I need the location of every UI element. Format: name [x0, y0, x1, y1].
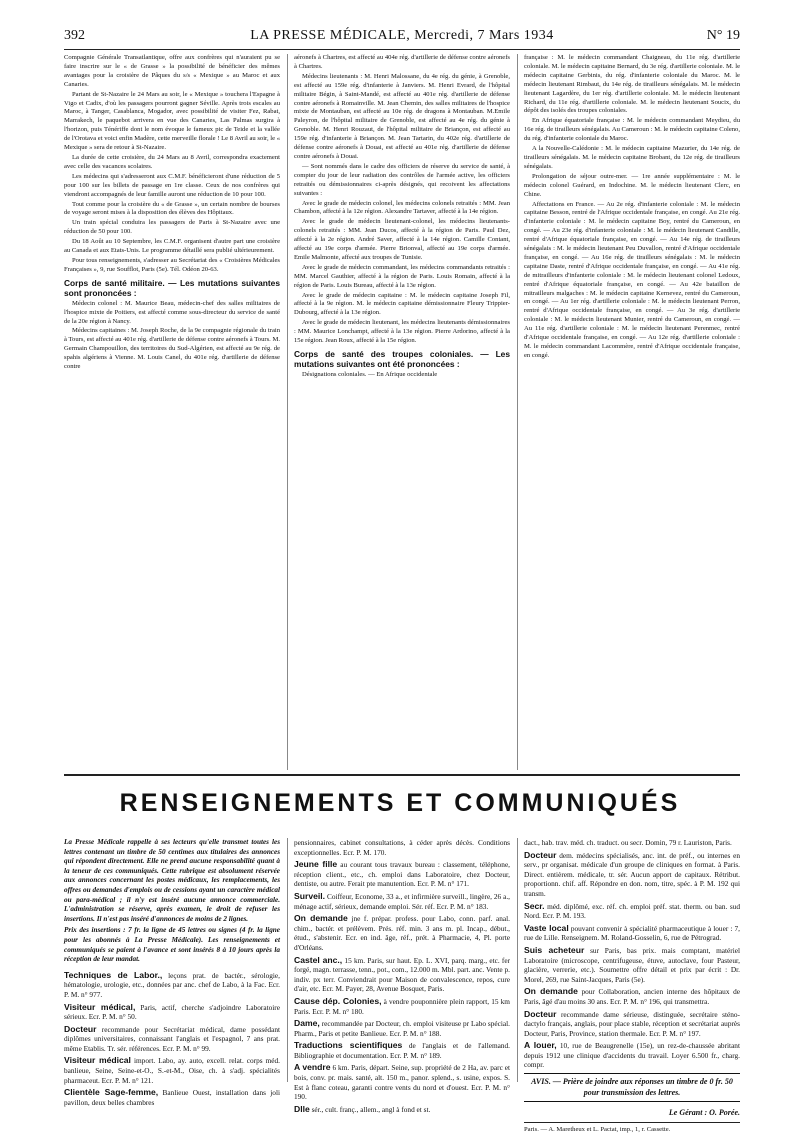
column-divider — [517, 838, 518, 1082]
column-divider — [287, 838, 288, 1082]
ads-intro: La Presse Médicale rappelle à ses lecteurs qu'elle transmet toutes les lettres contenant un timbre de 50 centimes aux titulaires des annonces qui répondent directement. Elle ne prend aucune responsabilité quant à la teneur de ces communiqués. Cette rubrique est absolument réservée aux annonces concernant les postes médicaux, les remplacements, les offres ou demandes d'emplois ou de cessions ayant un caractère médical ou para-médical ; il n'y est inséré aucune annonce commerciale. L'administration se réserve, après examen, le droit de refuser les insertions. Il n'est pas inséré d'annonces de moins de 2 lignes. — [64, 838, 280, 923]
news-column-1 — [64, 54, 280, 770]
ads-column-3 — [524, 838, 741, 1133]
classified-ad — [294, 914, 510, 952]
classified-ad — [294, 892, 510, 911]
news-column-2 — [294, 54, 510, 770]
paragraph: Avec le grade de médecin commandant, les médecins commandants retraités : MM. Marcel Gauthier, affecté à la région de Paris. Louis Romain, affecté à la région de Paris. Louis Bureau, affecté à la 13e région. — [294, 263, 510, 289]
gerant-line: Le Gérant : O. Porée. — [668, 1108, 740, 1118]
paragraph: Avec le grade de médecin lieutenant-colonel, les médecins lieutenants-colonels retraités : MM. Jean Ducos, affecté à la région de Paris. Paul Dez, affecté à la 2e région. André Saver, affecté à la 14e région. Camille Contant, affecté au 19e corps d'armée. Pierre Brionval, affecté au 19e corps d'armée. Emile Malmonte, affecté aux troupes de Tunisie. — [294, 218, 510, 261]
classified-ad — [524, 838, 740, 848]
classified-ad — [524, 946, 740, 984]
ad-text: pour Collaboration, ancien interne des hôpitaux de Paris, âgé d'au moins 30 ans. Ecr. P. M. n° 196, qui transmettra. — [524, 987, 740, 1006]
ad-keyword: Suis acheteur — [524, 944, 585, 955]
paragraph: Médecin colonel : M. Maurice Beau, médecin-chef des salles militaires de l'hospice mixte de Poitiers, est affecté comme sous-directeur du service de santé de la 20e région à Nancy. — [64, 299, 280, 325]
ad-text: de l'anglais et de l'allemand. Bibliographie et documentation. Ecr. P. M. n° 189. — [294, 1041, 510, 1060]
classified-ad — [524, 851, 740, 899]
ad-text: recommande dame sérieuse, distinguée, secrétaire sténo-dactylo français, anglais, pour place stable, réception et secrétariat auprès Docteur, Paris, Province, station thermale. Ecr. P. M. n° 197. — [524, 1009, 740, 1038]
paragraph: Avec le grade de médecin lieutenant, les médecins lieutenants démissionnaires : MM. Maurice Lonchampt, affecté à la 13e région. Pierre Ardorino, affecté à la 15e région. Jean Roux, affecté à la 15e région. — [294, 319, 510, 345]
paragraph: Désignations coloniales. — En Afrique occidentale — [302, 371, 438, 378]
paragraph: Compagnie Générale Transatlantique, offre aux confrères qui n'auraient pu se faire inscrire sur le « de Grasse » la possibilité de bénéficier des mêmes avantages pour la croisière de Pâques du s/s « Mexique » au Maroc et aux Canaries. — [64, 54, 280, 88]
section-banner: RENSEIGNEMENTS ET COMMUNIQUÉS — [119, 789, 681, 817]
ad-text: Paris, actif, cherche s'adjoindre Laboratoire sérieux. Ecr. P. M. n° 50. — [64, 1002, 280, 1022]
paragraph: Médecins lieutenants : M. Henri Malossane, du 4e rég. du génie, à Grenoble, est affecté au 159e rég. d'infanterie à Janviers. M. Henri Evrard, de l'hôpital militaire Bégin, à Saint-Mandé, est affecté au 401e rég. d'artillerie de défense contre aéronefs à Romainville. M. Jean Chemin, des salles militaires de l'hospice mixte de Montauban, est affecté au 10e rég. de dragons à Montauban. M.Emile Paleyron, de l'hôpital militaire de Grenoble, est affecté au 4e rég. du génie à Grenoble. M. Henri Rouzaut, de l'hôpital militaire de Briançon, est affecté au 159e rég. d'infanterie à Briançon. M. Jean Tartarin, du 402e rég. d'artillerie de défense contre aéronefs à Douai, est affecté au 401e rég. d'artillerie de défense contre aéronefs à Douai. — [294, 72, 510, 160]
ad-keyword: Surveil. — [294, 890, 326, 901]
paragraph: A la Nouvelle-Calédonie : M. le médecin capitaine Mazurier, du 14e rég. de tirailleurs sénégalais. M. le médecin capitaine Brobant, du 12e rég. de tirailleurs sénégalais. — [524, 145, 740, 170]
ad-keyword: A vendre — [294, 1062, 331, 1073]
ad-keyword: Castel anc., — [294, 954, 343, 965]
classified-ad — [524, 902, 740, 921]
paragraph: En Afrique équatoriale française : M. le médecin commandant Meydieu, du 16e rég. de tirailleurs sénégalais. Au Cameroun : M. le médecin capitaine Coleno, du rég. d'infanterie coloniale du Maroc. — [524, 117, 740, 143]
classified-ad — [294, 838, 510, 857]
ad-keyword: Docteur — [64, 1023, 97, 1034]
ad-keyword: Visiteur médical — [64, 1055, 131, 1066]
ad-text: jne f. prépar. profess. pour Labo, conn. parf. anal. chim., bactér. et prélèvem. Prés. réf. min. 3 ans m. pl. Incap., début., étud., s'abstenir. Ecr. en ind. âge, réf., prét. à Pharmacie, 4, Pl. porte d'Orléans. — [294, 914, 510, 952]
paragraph: Partant de St-Nazaire le 24 Mars au soir, le « Mexique » touchera l'Espagne à Vigo et Cadix, d'où les passagers pourront gagner Séville. Après trois escales au Maroc, à Tanger, Casablanca, Mogador, avec possibilité de visiter Fez, Rabat, Marrakech, le paquebot arrivera en vue des Canaries, Las Palmas surgira à l'horizon, puis Ténériffe dont le nom évoque le fameux pic de Teide et la vallée de l'Orotava et voici enfin Madère, cette merveille florale ! Le 8 Avril au soir, le « Mexique » sera de retour à St-Nazaire. — [64, 90, 280, 152]
paragraph: La durée de cette croisière, du 24 Mars au 8 Avril, correspondra exactement avec celle des vacances scolaires. — [64, 153, 280, 170]
ads-list-1 — [64, 971, 280, 1108]
classified-ad — [64, 971, 280, 1000]
ad-text: recommandée par Docteur, ch. emploi visiteuse pr Labo spécial. Pharm., Paris et petite Banlieue. Ecr. P. M. n° 188. — [294, 1019, 510, 1038]
ad-keyword: Techniques de Labor., — [64, 969, 163, 980]
paragraph: Tout comme pour la croisière du « de Grasse », un certain nombre de bourses de voyage seront mises à la disposition des élèves des Hôpitaux. — [64, 200, 280, 217]
ad-text: dem. médecins spécialisés, anc. int. de préf., ou internes en serv., pr organisat. médicale d'un groupe de cliniques en format. à Paris. Direct. entièrem. médicale, tr. sér. Aucun apport de capitaux. Rétribut. proportionn. chif. aff. Répondre en don. nom, titre, spéc. à P. M. 192 qui transm. — [524, 850, 740, 898]
classified-ad — [294, 1019, 510, 1038]
paragraph: Médecins capitaines : M. Joseph Roche, de la 9e compagnie régionale du train à Tours, est affecté au 401e rég. d'artillerie de défense contre aéronefs à Tours. M. Germain Champouillon, des territoires du Sud-Algérien, est affecté au 9e rég. de spahis algériens à Vienne. M. Louis Canel, du 401e rég. d'artillerie de défense contre — [64, 327, 280, 371]
ad-text: sur Paris, bas prix. mais comptant, matériel Laboratoire (microscope, centrifugeuse, étuve, autoclave, four Pasteur, glacière, verrerie, etc.). Soumettre offre détail et prix par écrit : Dr. Morel, 269, rue Saint-Jacques, Paris (5e). — [524, 945, 741, 984]
ad-keyword: Dame, — [294, 1018, 320, 1029]
section-heading: Corps de santé militaire. — Les mutations suivantes sont prononcées : — [64, 277, 280, 298]
paragraph: Affectations en France. — Au 2e rég. d'infanterie coloniale : M. le médecin capitaine Besson, rentré de l'Afrique occidentale française, en congé. Au 21e rég. d'infanterie coloniale : M. le médecin capitaine Boy, rentré du Cameroun, en congé. — Au 23e rég. d'infanterie coloniale : M. le médecin lieutenant Candille, rentré d'Afrique équatoriale française, en congé. — Au 14e rég. de tirailleurs sénégalais : M. le médecin lieutenant Peu Duvallon, rentré d'Afrique occidentale française, en congé. — Au 16e rég. de tirailleurs sénégalais : M. le médecin capitaine Daste, rentré d'Afrique occidentale française, en congé. — Au 41e rég. de mitrailleurs d'infanterie coloniale : M. le médecin lieutenant colonel Ledoux, rentré d'Afrique équatoriale française, en congé. — Au 42e bataillon de mitrailleurs malgaches : M. le médecin capitaine Kernevez, rentré du Cameroun, en congé. — Au 1er rég. d'artillerie coloniale : M. le médecin lieutenant Perron, rentré d'Afrique occidentale française, en congé. — Au 3e rég. d'artillerie coloniale : M. le médecin lieutenant Munier, rentré du Cameroun, en congé. — Au 11e rég. d'artillerie coloniale : M. le médecin lieutenant Perenmec, rentré d'Afrique occidentale française, en congé. — Au 12e rég. d'artillerie coloniale : M. le médecin commandant Lacommère, rentré d'Afrique occidentale française, en congé. — [524, 200, 740, 359]
paragraph: Un train spécial conduira les passagers de Paris à St-Nazaire avec une réduction de 50 pour 100. — [64, 219, 280, 236]
page-header — [64, 28, 740, 50]
classified-ad — [64, 1056, 280, 1085]
ad-keyword: On demande — [294, 913, 348, 924]
ad-text: au courant tous travaux bureau : classement, téléphone, réception client., etc., ch. emploi dans Laboratoire, chez Docteur, dentiste, ou autre. Ferait pte manutention. Ecr. P. M. n° 171. — [294, 860, 511, 889]
ad-text: à vendre pouponnière plein rapport, 15 km Paris. Ecr. P. M. n° 180. — [294, 996, 510, 1016]
ads-column-2 — [294, 838, 511, 1114]
ads-column-1 — [64, 838, 281, 1107]
paragraph: Avec le grade de médecin capitaine : M. le médecin capitaine Joseph Fil, affecté à la 9e région. M. le médecin capitaine démissionnaire Fleury Trippier-Dubourg, affecté à la 13e région. — [294, 291, 510, 317]
paragraph: — Sont nommés dans le cadre des officiers de réserve du service de santé, à compter du jour de leur radiation des contrôles de l'armée active, les officiers retraités ou démissionnaires ci-après désignés, qui recoivent les affectations suivantes : — [294, 162, 510, 197]
ad-keyword: Vaste local — [524, 922, 569, 933]
header-rule — [64, 49, 740, 50]
paragraph: Pour tous renseignements, s'adresser au Secrétariat des « Croisières Médicales Françaises », 9, rue Soufflot, Paris (5e). Tél. Odéon 20-63. — [64, 256, 280, 273]
ad-keyword: Cause dép. Colonies, — [294, 995, 382, 1006]
issue-number: N° 19 — [706, 28, 740, 43]
ad-keyword: Traductions scientifiques — [294, 1040, 403, 1051]
paragraph: aéronefs à Chartres, est affecté au 404e rég. d'artillerie de défense contre aéronefs à Chartres. — [294, 54, 510, 70]
classified-ad — [64, 1025, 280, 1054]
ads-list-3 — [524, 838, 740, 1070]
ad-text: 10, rue de Beaugrenelle (15e), un rez-de-chaussée abritant depuis 1912 une clinique d'accidents du travail. Loyer 6.500 fr., charg. compr. — [524, 1041, 740, 1070]
ad-keyword: A louer, — [524, 1040, 557, 1051]
ad-text: recommande pour Secrétariat médical, dame possédant diplômes universitaires, connaissant l'anglais et l'espagnol, 7 ans prat. même Etablis. Tr. sér. références. Ecr. P. M. n° 99. — [64, 1024, 280, 1053]
column-divider — [287, 54, 288, 770]
paragraph: Les médecins qui s'adresseront aux C.M.F. bénéficieront d'une réduction de 5 pour 100 sur les billets de passage en 1re classe. Ceux de nos confrères qui viendront accompagnés de leur famille auront une réduction de 10 pour 100. — [64, 172, 280, 198]
classified-ad — [294, 1041, 510, 1060]
paragraph: Avec le grade de médecin colonel, les médecins colonels retraités : MM. Jean Chambon, affecté à la 12e région. Alexandre Tartaver, affecté à la 14e région. — [294, 199, 510, 216]
paragraph: française : M. le médecin commandant Chaigneau, du 11e rég. d'artillerie coloniale. M. le médecin capitaine Bernard, du 3e rég. d'artillerie coloniale. M. le médecin capitaine Gerbinis, du rég. d'infanterie coloniale du Maroc. M. le médecin lieutenant Rimbaut, du 14e rég. de tirailleurs sénégalais. M. le médecin lieutenant Lagardère, du 1er rég. d'artillerie coloniale. M. le médecin lieutenant Richard, du 11e rég. d'artillerie coloniale. M. le médecin lieutenant Soucix, du dépôt des isolés des troupes coloniales. — [524, 54, 740, 115]
ad-keyword: Clientèle Sage-femme, — [64, 1087, 159, 1098]
ad-keyword: Secr. — [524, 900, 545, 911]
classified-ad — [64, 1003, 280, 1022]
classified-ad — [294, 997, 510, 1016]
ad-keyword: Visiteur médical, — [64, 1001, 136, 1012]
ad-text: Banlieue Ouest, installation dans joli pavillon, deux belles chambres — [64, 1088, 281, 1107]
classified-ad — [294, 860, 510, 889]
classified-ad — [64, 1088, 280, 1107]
classified-ad — [294, 1105, 510, 1115]
classified-ad — [524, 987, 740, 1006]
ad-keyword: Docteur — [524, 1008, 557, 1019]
ads-prices: Prix des insertions : 7 fr. la ligne de 45 lettres ou signes (4 fr. la ligne pour les abonnés à La Presse Médicale). Les renseignements et communiqués se paient à l'avance et sont insérés 8 à 10 jours après la réception de leur mandat. — [64, 926, 280, 964]
ad-text: sér., cult. franç., allem., angl à fond et st. — [309, 1104, 431, 1114]
ad-text: méd. diplômé, exc. réf. ch. emploi préf. stat. therm. ou ban. sud Nord. Ecr. P. M. 193. — [524, 901, 740, 921]
ad-keyword: Docteur — [524, 849, 557, 860]
ad-keyword: Dlle — [294, 1103, 310, 1114]
avis-box: AVIS. — Prière de joindre aux réponses un timbre de 0 fr. 50 pour transmission des lettres. — [524, 1073, 740, 1102]
ad-text: leçons prat. de bactér., sérologie, hématologie, urologie, etc., données par anc. chef de Labo, à la Fac. Ecr. P. M. n° 977. — [64, 970, 280, 999]
ad-text: pensionnaires, cabinet consultations, à céder après décès. Conditions exceptionnelles. Ecr. P. M. 170. — [294, 838, 510, 857]
ad-keyword: On demande — [524, 986, 578, 997]
printer-line: Paris. — A. Maretheux et L. Pactat, imp., 1, r. Cassette. — [524, 1125, 671, 1133]
ad-text: dact., hab. trav. méd. ch. traduct. ou secr. Domin, 79 r. Lauriston, Paris. — [524, 838, 732, 847]
section-heading: Corps de santé des troupes coloniales. — Les mutations suivantes ont été prononcées : — [294, 349, 510, 369]
ad-text: import. Labo, ay. auto, excell. relat. corps méd. banlieue, Seine, Seine-et-O., S.-et-M., Oise, ch. à s'adj. spécialités pharmaceut. Ecr. P. M. n° 121. — [64, 1056, 280, 1085]
classified-ad — [294, 956, 510, 994]
page-number: 392 — [64, 28, 85, 43]
classified-ad — [294, 1063, 510, 1101]
paragraph: Du 18 Août au 10 Septembre, les C.M.F. organisent d'autre part une croisière au Canada et aux Etats-Unis. Le programme détaillé sera publié ultérieurement. — [64, 238, 280, 255]
ad-text: 15 km. Paris, sur haut. Ep. L. XVI, parq. marg., etc. fer forgé, magn. terrasse, tenn., pot., com., 12.000 m. Mbl. part. anc. Vente p. indiv. px terr. Conviendrait pour Maison de convalescence, repos, cure d'air, etc. Ecr. M. Payer, 28, Avenue Bosquet, Paris. — [294, 955, 510, 994]
footer-rule — [524, 1122, 740, 1123]
section-rule — [64, 774, 740, 776]
column-divider — [517, 54, 518, 770]
ad-text: Coiffeur, Econome, 33 a., et infirmière surveill., lingère, 26 a., ménage actif, sérieux, demande emploi. Sér. réf. Ecr. P. M. n° 183. — [294, 891, 510, 911]
ad-text: 6 km. Paris, départ. Seine, sup. propriété de 2 Ha, av. parc et bois, conv. pr. mais. santé, alt. 150 m., panor. splend., s. usine, expos. S. Est à flanc coteau, garanti contre vents du nord et d'ouest. Ecr. P. M. n° 190. — [294, 1063, 510, 1102]
classified-ad — [524, 924, 740, 943]
classified-ad — [524, 1010, 740, 1039]
paragraph: Prolongation de séjour outre-mer. — 1re année supplémentaire : M. le médecin colonel Guérard, en Indochine. M. le médecin lieutenant Clerc, en Chine. — [524, 172, 740, 198]
classified-ad — [524, 1041, 740, 1070]
news-column-3 — [524, 54, 740, 770]
journal-title: LA PRESSE MÉDICALE, Mercredi, 7 Mars 1934 — [250, 28, 554, 43]
ad-keyword: Jeune fille — [294, 859, 338, 870]
ad-text: pouvant convenir à spécialité pharmaceutique à louer : 7, rue de Lille. Renseignem. M. Roland-Gosselin, 6, rue de Pétrograd. — [524, 923, 740, 943]
